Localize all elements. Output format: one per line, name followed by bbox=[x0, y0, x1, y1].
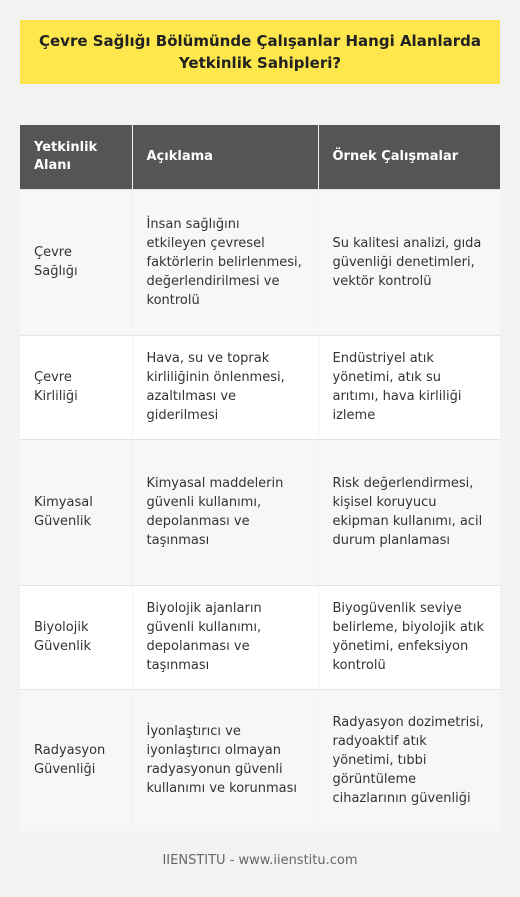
cell-description: Hava, su ve toprak kirliliğinin önlenmesi, azaltılması ve giderilmesi bbox=[132, 335, 318, 439]
column-header-description: Açıklama bbox=[132, 125, 318, 189]
page-title: Çevre Sağlığı Bölümünde Çalışanlar Hangi Alanlarda Yetkinlik Sahipleri? bbox=[38, 32, 482, 72]
table-header-row bbox=[20, 125, 500, 189]
cell-competency: Radyasyon Güvenliği bbox=[20, 689, 132, 831]
column-header-examples: Örnek Çalışmalar bbox=[318, 125, 500, 189]
cell-examples: Biyogüvenlik seviye belirleme, biyolojik atık yönetimi, enfeksiyon kontrolü bbox=[318, 585, 500, 689]
table-row bbox=[20, 585, 500, 689]
table-row bbox=[20, 689, 500, 831]
competency-table bbox=[20, 125, 500, 831]
cell-description: İnsan sağlığını etkileyen çevresel faktörlerin belirlenmesi, değerlendirilmesi ve kontrolü bbox=[132, 189, 318, 335]
table-row bbox=[20, 335, 500, 439]
cell-examples: Risk değerlendirmesi, kişisel koruyucu ekipman kullanımı, acil durum planlaması bbox=[318, 439, 500, 585]
cell-examples: Radyasyon dozimetrisi, radyoaktif atık yönetimi, tıbbi görüntüleme cihazlarının güvenliği bbox=[318, 689, 500, 831]
cell-description: İyonlaştırıcı ve iyonlaştırıcı olmayan radyasyonun güvenli kullanımı ve korunması bbox=[132, 689, 318, 831]
cell-description: Biyolojik ajanların güvenli kullanımı, depolanması ve taşınması bbox=[132, 585, 318, 689]
table-row bbox=[20, 439, 500, 585]
cell-examples: Su kalitesi analizi, gıda güvenliği denetimleri, vektör kontrolü bbox=[318, 189, 500, 335]
table-row bbox=[20, 189, 500, 335]
footer-credit: IIENSTITU - www.iienstitu.com bbox=[162, 853, 358, 868]
column-header-competency: Yetkinlik Alanı bbox=[20, 125, 132, 189]
cell-competency: Biyolojik Güvenlik bbox=[20, 585, 132, 689]
title-banner bbox=[20, 20, 500, 84]
cell-competency: Çevre Sağlığı bbox=[20, 189, 132, 335]
cell-competency: Kimyasal Güvenlik bbox=[20, 439, 132, 585]
cell-description: Kimyasal maddelerin güvenli kullanımı, depolanması ve taşınması bbox=[132, 439, 318, 585]
cell-competency: Çevre Kirliliği bbox=[20, 335, 132, 439]
cell-examples: Endüstriyel atık yönetimi, atık su arıtımı, hava kirliliği izleme bbox=[318, 335, 500, 439]
